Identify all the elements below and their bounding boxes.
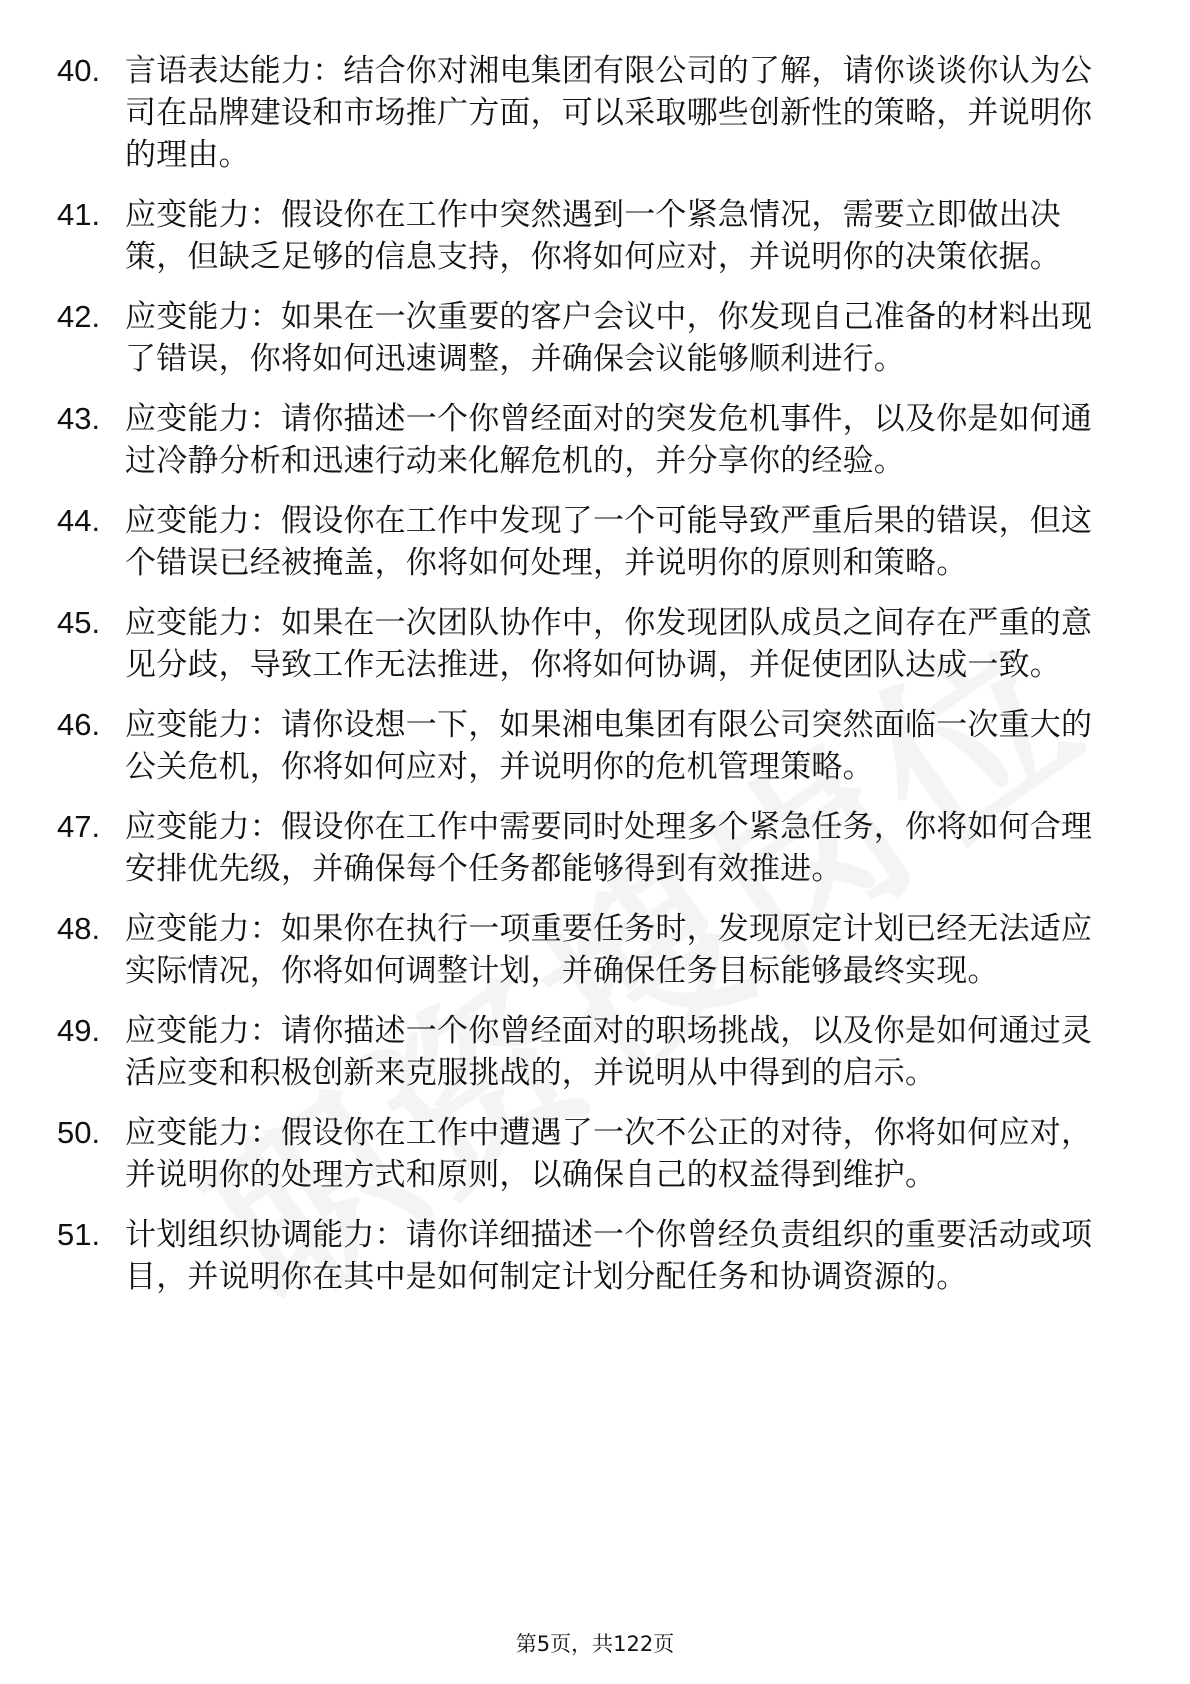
question-text: 应变能力：请你描述一个你曾经面对的突发危机事件，以及你是如何通过冷静分析和迅速行动来化解危机的，并分享你的经验。 bbox=[125, 401, 1093, 479]
question-item bbox=[0, 908, 1190, 992]
question-number: 43. bbox=[57, 401, 101, 436]
question-item bbox=[0, 1112, 1190, 1196]
question-item bbox=[0, 602, 1190, 686]
question-number: 41. bbox=[57, 197, 101, 232]
page-footer bbox=[0, 1628, 1190, 1658]
question-item bbox=[0, 194, 1190, 278]
question-item bbox=[0, 500, 1190, 584]
question-text: 应变能力：假设你在工作中突然遇到一个紧急情况，需要立即做出决策，但缺乏足够的信息支持，你将如何应对，并说明你的决策依据。 bbox=[125, 197, 1061, 275]
question-item bbox=[0, 1214, 1190, 1298]
question-number: 47. bbox=[57, 809, 101, 844]
question-number: 42. bbox=[57, 299, 101, 334]
question-item bbox=[0, 296, 1190, 380]
question-item bbox=[0, 398, 1190, 482]
question-text: 应变能力：假设你在工作中遭遇了一次不公正的对待，你将如何应对，并说明你的处理方式和原则，以确保自己的权益得到维护。 bbox=[125, 1115, 1093, 1193]
question-item bbox=[0, 704, 1190, 788]
question-number: 44. bbox=[57, 503, 101, 538]
question-number: 48. bbox=[57, 911, 101, 946]
question-text: 应变能力：如果在一次团队协作中，你发现团队成员之间存在严重的意见分歧，导致工作无法推进，你将如何协调，并促使团队达成一致。 bbox=[125, 605, 1093, 683]
question-list bbox=[0, 50, 1190, 1316]
question-text: 计划组织协调能力：请你详细描述一个你曾经负责组织的重要活动或项目，并说明你在其中是如何制定计划分配任务和协调资源的。 bbox=[125, 1217, 1093, 1295]
question-text: 应变能力：假设你在工作中需要同时处理多个紧急任务，你将如何合理安排优先级，并确保每个任务都能够得到有效推进。 bbox=[125, 809, 1093, 887]
question-text: 应变能力：请你描述一个你曾经面对的职场挑战，以及你是如何通过灵活应变和积极创新来克服挑战的，并说明从中得到的启示。 bbox=[125, 1013, 1093, 1091]
question-text: 应变能力：假设你在工作中发现了一个可能导致严重后果的错误，但这个错误已经被掩盖，你将如何处理，并说明你的原则和策略。 bbox=[125, 503, 1093, 581]
question-text: 应变能力：如果在一次重要的客户会议中，你发现自己准备的材料出现了错误，你将如何迅速调整，并确保会议能够顺利进行。 bbox=[125, 299, 1093, 377]
question-number: 46. bbox=[57, 707, 101, 742]
question-number: 45. bbox=[57, 605, 101, 640]
question-item bbox=[0, 1010, 1190, 1094]
question-item bbox=[0, 806, 1190, 890]
question-number: 40. bbox=[57, 53, 101, 88]
question-number: 50. bbox=[57, 1115, 101, 1150]
question-item bbox=[0, 50, 1190, 176]
question-text: 应变能力：如果你在执行一项重要任务时，发现原定计划已经无法适应实际情况，你将如何调整计划，并确保任务目标能够最终实现。 bbox=[125, 911, 1093, 989]
page-number-label: 第5页，共122页 bbox=[515, 1632, 675, 1656]
question-text: 言语表达能力：结合你对湘电集团有限公司的了解，请你谈谈你认为公司在品牌建设和市场推广方面，可以采取哪些创新性的策略，并说明你的理由。 bbox=[125, 53, 1093, 173]
question-number: 49. bbox=[57, 1013, 101, 1048]
question-number: 51. bbox=[57, 1217, 101, 1252]
question-text: 应变能力：请你设想一下，如果湘电集团有限公司突然面临一次重大的公关危机，你将如何应对，并说明你的危机管理策略。 bbox=[125, 707, 1093, 785]
